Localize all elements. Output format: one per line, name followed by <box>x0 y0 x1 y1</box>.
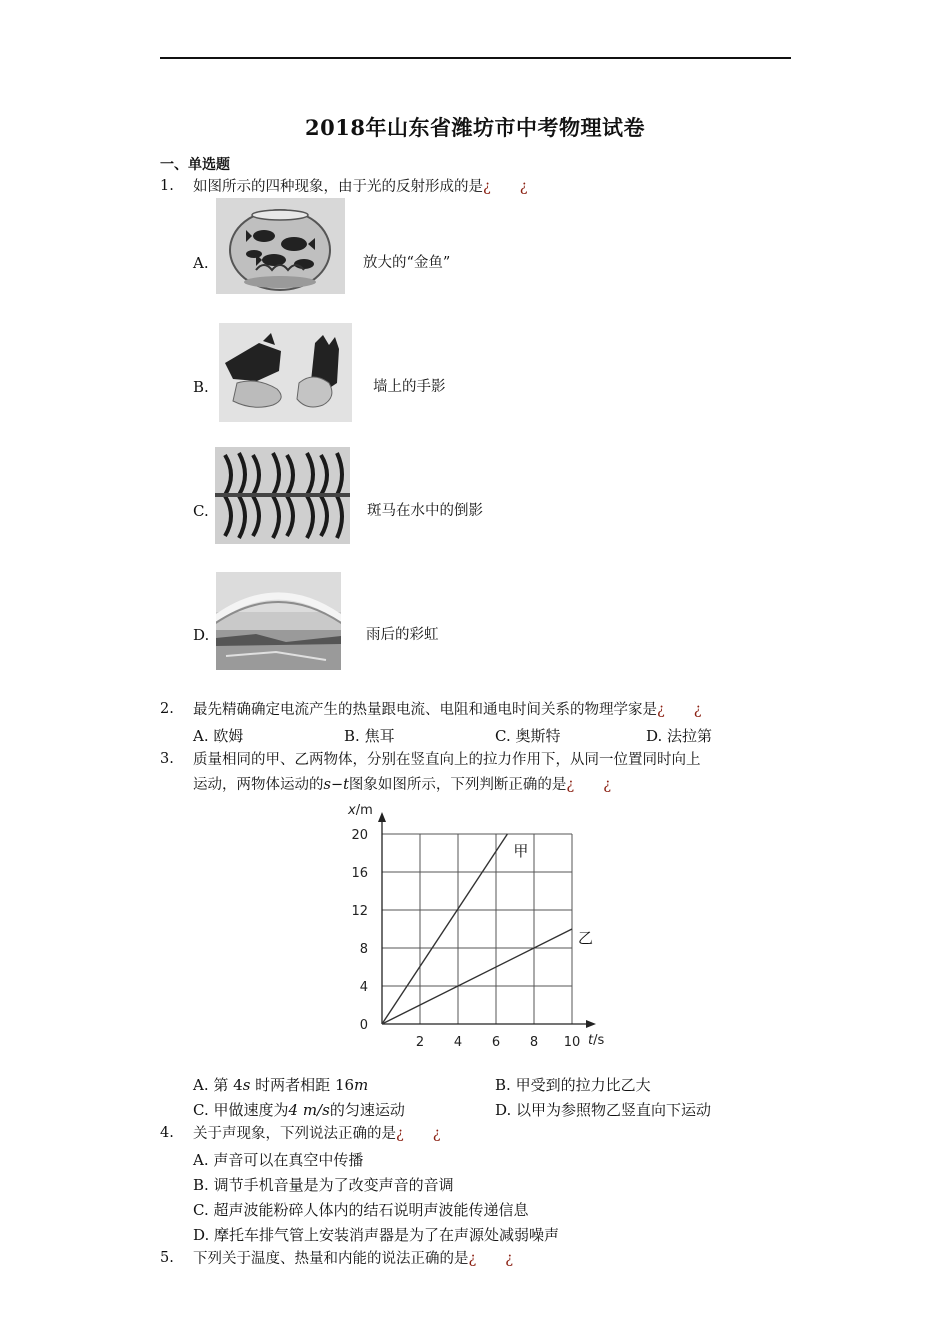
q1-option-c-text: 斑马在水中的倒影 <box>367 503 483 519</box>
fishbowl-photo <box>216 198 345 294</box>
x-tick-label: 8 <box>529 1035 539 1050</box>
q1-option-b-text: 墙上的手影 <box>373 379 446 395</box>
zebra-reflection-photo <box>215 447 350 544</box>
answer-paren: ¿ ¿ <box>566 777 611 793</box>
top-rule <box>160 57 791 59</box>
q1-stem-text: 如图所示的四种现象，由于光的反射形成的是 <box>193 179 483 195</box>
hand-shadow-photo <box>219 323 352 422</box>
q1-number: 1. <box>160 178 174 194</box>
q5-stem: 下列关于温度、热量和内能的说法正确的是¿ ¿ <box>193 1251 514 1267</box>
q3-stem-line2: 运动，两物体运动的s−t图象如图所示，下列判断正确的是¿ ¿ <box>193 777 611 793</box>
x-tick-label: 2 <box>415 1035 425 1050</box>
q1-option-b-letter: B. <box>193 378 209 396</box>
series-label-yi: 乙 <box>578 929 594 947</box>
q1-option-a-text: 放大的“金鱼” <box>363 255 451 271</box>
y-tick-label: 8 <box>359 942 368 957</box>
q3-stem-line1: 质量相同的甲、乙两物体，分别在竖直向上的拉力作用下，从同一位置同时向上 <box>193 752 701 768</box>
q4-number: 4. <box>160 1125 174 1141</box>
q2-option-a: A. 欧姆 <box>193 727 244 745</box>
q1-option-a-letter: A. <box>193 254 209 272</box>
st-graph <box>340 796 620 1058</box>
y-tick-label: 16 <box>351 866 368 881</box>
q3-option-c: C. 甲做速度为4 m/s的匀速运动 <box>193 1101 405 1119</box>
y-tick-label: 4 <box>359 980 368 995</box>
q4-option-c: C. 超声波能粉碎人体内的结石说明声波能传递信息 <box>193 1201 529 1219</box>
q2-option-c: C. 奥斯特 <box>495 727 561 745</box>
x-tick-label: 4 <box>453 1035 463 1050</box>
rainbow-photo <box>216 572 341 670</box>
q4-stem: 关于声现象，下列说法正确的是¿ ¿ <box>193 1126 441 1142</box>
x-tick-label: 10 <box>563 1035 581 1050</box>
y-tick-label: 20 <box>351 828 368 843</box>
x-axis-arrow <box>586 1020 596 1028</box>
q1-option-d-text: 雨后的彩虹 <box>366 627 439 643</box>
q2-stem-text: 最先精确确定电流产生的热量跟电流、电阻和通电时间关系的物理学家是 <box>193 702 657 718</box>
series-label-jia: 甲 <box>513 842 529 860</box>
answer-paren: ¿ ¿ <box>468 1251 514 1267</box>
q3-option-a: A. 第 4s 时两者相距 16m <box>193 1076 369 1094</box>
q4-option-d: D. 摩托车排气管上安装消声器是为了在声源处减弱噪声 <box>193 1226 560 1244</box>
q2-option-d: D. 法拉第 <box>646 727 713 745</box>
y-tick-label: 12 <box>351 904 368 919</box>
q2-option-b: B. 焦耳 <box>344 727 395 745</box>
y-axis-arrow <box>378 812 386 822</box>
q2-stem <box>193 700 702 720</box>
q3-stem-math: s−t <box>323 777 349 793</box>
q4-option-b: B. 调节手机音量是为了改变声音的音调 <box>193 1176 454 1194</box>
q2-number: 2. <box>160 701 174 717</box>
answer-paren: ¿ ¿ <box>657 702 702 718</box>
series-line-jia <box>382 834 507 1024</box>
q1-option-d-letter: D. <box>193 626 210 644</box>
q5-number: 5. <box>160 1250 174 1266</box>
answer-paren: ¿ ¿ <box>396 1126 441 1142</box>
answer-paren: ¿ ¿ <box>483 179 528 195</box>
series-line-yi <box>382 929 572 1024</box>
q4-option-a: A. 声音可以在真空中传播 <box>193 1151 364 1169</box>
q3-number: 3. <box>160 751 174 767</box>
y-axis-label: x/m <box>348 803 373 818</box>
q1-option-c-letter: C. <box>193 502 209 520</box>
q1-stem <box>193 177 528 197</box>
x-tick-label: 6 <box>491 1035 501 1050</box>
x-axis-label: t/s <box>588 1033 605 1048</box>
q3-option-b: B. 甲受到的拉力比乙大 <box>495 1076 651 1094</box>
q3-option-d: D. 以甲为参照物乙竖直向下运动 <box>495 1101 712 1119</box>
section-heading: 一、单选题 <box>160 157 230 173</box>
y-tick-label: 0 <box>359 1018 368 1033</box>
page-title: 2018年山东省潍坊市中考物理试卷 <box>305 115 645 140</box>
